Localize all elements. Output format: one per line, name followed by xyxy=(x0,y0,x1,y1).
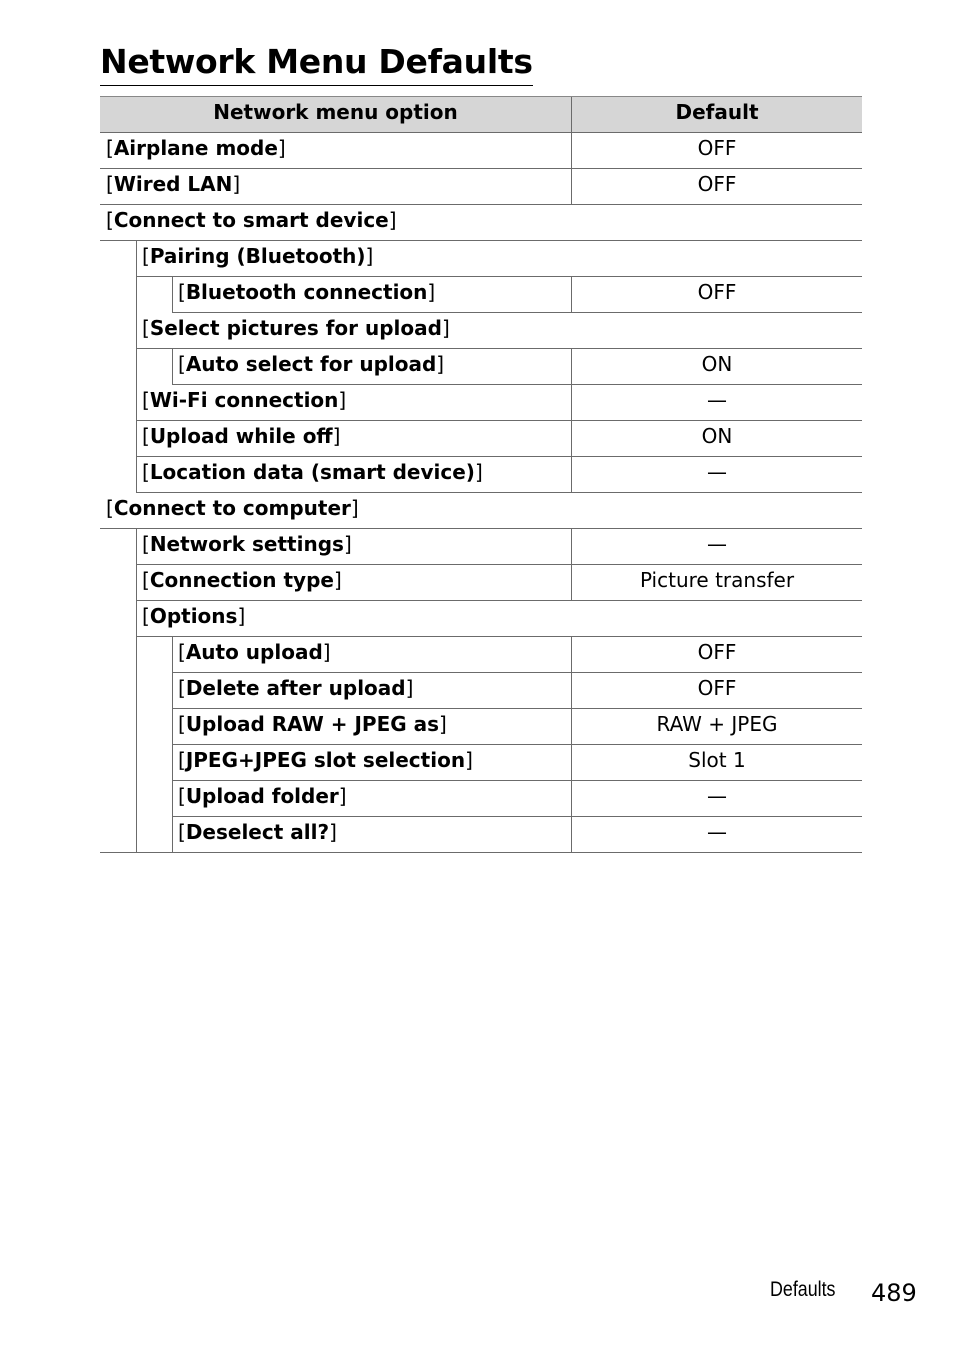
option-name: Upload RAW + JPEG as xyxy=(185,712,440,736)
table-row xyxy=(100,565,862,601)
option-label: [Connect to computer] xyxy=(106,496,359,520)
table-row xyxy=(100,781,862,817)
option-name: Wi-Fi connection xyxy=(149,388,339,412)
option-label: [Upload RAW + JPEG as] xyxy=(178,712,447,736)
table-row xyxy=(100,133,862,169)
table-row xyxy=(100,529,862,565)
option-label: [Connect to smart device] xyxy=(106,208,397,232)
option-label: [Connection type] xyxy=(142,568,342,592)
option-name: Auto select for upload xyxy=(185,352,437,376)
option-name: Options xyxy=(149,604,238,628)
table-row xyxy=(100,169,862,205)
indent-guide-line xyxy=(136,529,137,853)
option-name: Location data (smart device) xyxy=(149,460,475,484)
option-label: [Airplane mode] xyxy=(106,136,286,160)
option-label: [Wired LAN] xyxy=(106,172,241,196)
page-title: Network Menu Defaults xyxy=(100,40,533,86)
default-value: — xyxy=(707,388,727,412)
option-name: Bluetooth connection xyxy=(185,280,428,304)
table-row xyxy=(100,745,862,781)
default-value: — xyxy=(707,460,727,484)
default-value: — xyxy=(707,532,727,556)
page-number: 489 xyxy=(871,1279,917,1307)
default-value: OFF xyxy=(697,280,737,304)
table-row xyxy=(100,637,862,673)
table-row xyxy=(100,205,862,241)
option-name: Deselect all? xyxy=(185,820,330,844)
option-name: Connect to computer xyxy=(113,496,351,520)
option-name: Pairing (Bluetooth) xyxy=(149,244,366,268)
option-label: [Pairing (Bluetooth)] xyxy=(142,244,374,268)
option-label: [JPEG+JPEG slot selection] xyxy=(178,748,473,772)
default-value: ON xyxy=(701,352,733,376)
option-label: [Upload folder] xyxy=(178,784,347,808)
option-label: [Upload while off] xyxy=(142,424,341,448)
default-value: RAW + JPEG xyxy=(656,712,778,736)
option-label: [Network settings] xyxy=(142,532,352,556)
option-label: [Bluetooth connection] xyxy=(178,280,436,304)
default-value: Picture transfer xyxy=(639,568,795,592)
option-name: Connect to smart device xyxy=(113,208,389,232)
option-label: [Wi-Fi connection] xyxy=(142,388,347,412)
table-header-row xyxy=(100,97,862,133)
option-name: Airplane mode xyxy=(113,136,278,160)
option-name: Connection type xyxy=(149,568,334,592)
option-label: [Options] xyxy=(142,604,246,628)
option-name: JPEG+JPEG slot selection xyxy=(185,748,466,772)
column-header-default: Default xyxy=(675,100,759,124)
default-value: — xyxy=(707,820,727,844)
table-row xyxy=(100,457,862,493)
indent-guide-line xyxy=(172,277,173,313)
option-label: [Auto select for upload] xyxy=(178,352,445,376)
option-label: [Location data (smart device)] xyxy=(142,460,483,484)
default-value: OFF xyxy=(697,136,737,160)
table-row xyxy=(100,349,862,385)
table-row xyxy=(100,673,862,709)
footer-section-name: Defaults xyxy=(770,1278,836,1301)
option-name: Network settings xyxy=(149,532,344,556)
indent-guide-line xyxy=(172,637,173,853)
option-name: Delete after upload xyxy=(185,676,406,700)
default-value: OFF xyxy=(697,676,737,700)
table-row xyxy=(100,493,862,529)
indent-guide-line xyxy=(136,241,137,493)
option-name: Wired LAN xyxy=(113,172,233,196)
indent-guide-line xyxy=(172,349,173,385)
default-value: OFF xyxy=(697,172,737,196)
column-header-option: Network menu option xyxy=(213,100,458,124)
table-row xyxy=(100,421,862,457)
table-row xyxy=(100,313,862,349)
table-body xyxy=(100,133,862,853)
table-row xyxy=(100,385,862,421)
option-name: Upload folder xyxy=(185,784,339,808)
option-label: [Auto upload] xyxy=(178,640,331,664)
default-value: Slot 1 xyxy=(688,748,746,772)
option-label: [Deselect all?] xyxy=(178,820,337,844)
option-label: [Select pictures for upload] xyxy=(142,316,450,340)
table-row xyxy=(100,709,862,745)
option-name: Select pictures for upload xyxy=(149,316,442,340)
default-value: ON xyxy=(701,424,733,448)
table-row xyxy=(100,601,862,637)
table-row xyxy=(100,241,862,277)
table-row xyxy=(100,817,862,853)
option-label: [Delete after upload] xyxy=(178,676,414,700)
table-row xyxy=(100,277,862,313)
default-value: OFF xyxy=(697,640,737,664)
default-value: — xyxy=(707,784,727,808)
option-name: Upload while off xyxy=(149,424,333,448)
option-name: Auto upload xyxy=(185,640,323,664)
network-defaults-table xyxy=(100,96,862,853)
